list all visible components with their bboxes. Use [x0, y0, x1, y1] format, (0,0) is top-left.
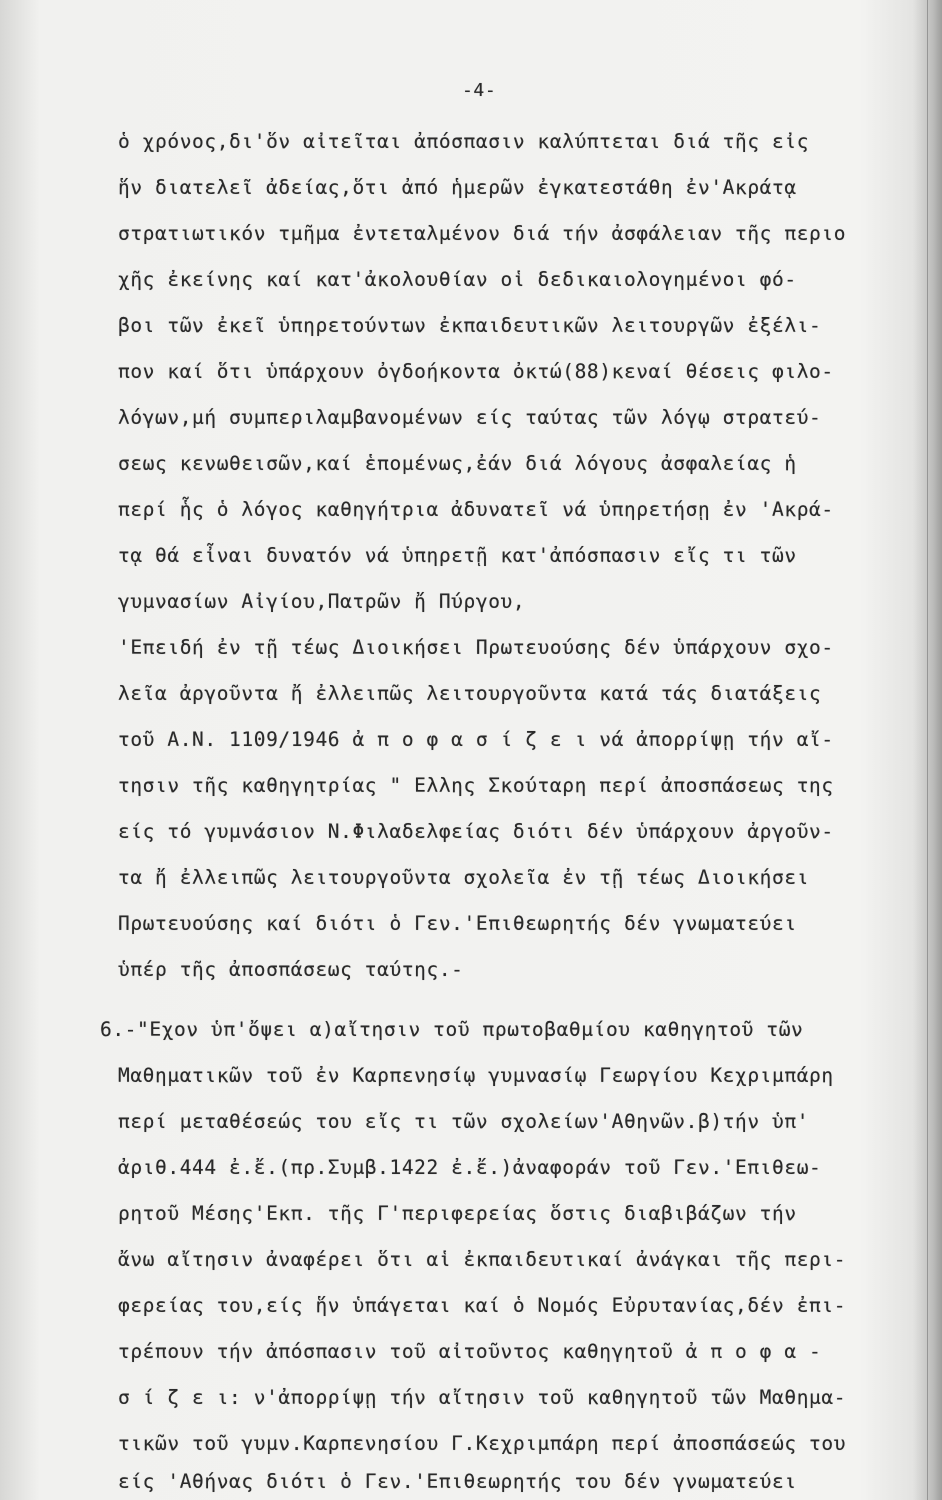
text-line: τοῦ Α.Ν. 1109/1946 ἀ π ο φ α σ ί ζ ε ι νά ἀπορρίψῃ τήν αἴ- [118, 728, 834, 751]
text-line: τρέπουν τήν ἀπόσπασιν τοῦ αἰτοῦντος καθηγητοῦ ἀ π ο φ α - [118, 1340, 822, 1363]
page-number: -4- [462, 80, 497, 101]
text-line: ρητοῦ Μέσης'Εκπ. τῆς Γ'περιφερείας ὅστις διαβιβάζων τήν [118, 1202, 797, 1225]
text-line: λεῖα ἀργοῦντα ἤ ἐλλειπῶς λειτουργοῦντα κατά τάς διατάξεις [118, 682, 822, 705]
text-line: τικῶν τοῦ γυμν.Καρπενησίου Γ.Κεχριμπάρη περί ἀποσπάσεώς του [118, 1432, 847, 1455]
text-line: περί ἧς ὁ λόγος καθηγήτρια ἀδυνατεῖ νά ὑπηρετήσῃ ἐν 'Ακρά- [118, 498, 834, 521]
text-line: 'Επειδή ἐν τῇ τέως Διοικήσει Πρωτευούσης δέν ὑπάρχουν σχο- [118, 636, 834, 659]
text-line: πον καί ὅτι ὑπάρχουν ὀγδοήκοντα ὀκτώ(88)κεναί θέσεις φιλο- [118, 360, 834, 383]
text-line: φερείας του,είς ἥν ὑπάγεται καί ὁ Νομός Εὐρυτανίας,δέν ἐπι- [118, 1294, 847, 1317]
text-line: ὁ χρόνος,δι'ὅν αἰτεῖται ἀπόσπασιν καλύπτεται διά τῆς εἰς [118, 130, 810, 153]
page-edge-line [927, 0, 928, 1500]
text-line: βοι τῶν ἐκεῖ ὑπηρετούντων ἐκπαιδευτικῶν λειτουργῶν ἐξέλι- [118, 314, 822, 337]
text-line: σεως κενωθεισῶν,καί ἑπομένως,ἐάν διά λόγους ἀσφαλείας ἡ [118, 452, 797, 475]
text-line: είς τό γυμνάσιον Ν.Φιλαδελφείας διότι δέν ὑπάρχουν ἀργοῦν- [118, 820, 834, 843]
text-line: ἥν διατελεῖ ἀδείας,ὅτι ἀπό ἡμερῶν ἐγκατεστάθη ἐν'Ακράτᾳ [118, 176, 797, 199]
text-line: 6.-"Εχον ὑπ'ὄψει α)αἴτησιν τοῦ πρωτοβαθμίου καθηγητοῦ τῶν [100, 1018, 804, 1041]
text-line: χῆς ἐκείνης καί κατ'ἀκολουθίαν οἱ δεδικαιολογημένοι φό- [118, 268, 797, 291]
text-line: ὑπέρ τῆς ἀποσπάσεως ταύτης.- [118, 958, 464, 981]
text-line: ἄνω αἴτησιν ἀναφέρει ὅτι αἱ ἐκπαιδευτικαί ἀνάγκαι τῆς περι- [118, 1248, 847, 1271]
text-line: είς 'Αθήνας διότι ὁ Γεν.'Επιθεωρητής του δέν γνωματεύει [118, 1470, 797, 1493]
text-line: τα ἤ ἐλλειπῶς λειτουργοῦντα σχολεῖα ἐν τῇ τέως Διοικήσει [118, 866, 810, 889]
text-line: στρατιωτικόν τμῆμα ἐντεταλμένον διά τήν ἀσφάλειαν τῆς περιο [118, 222, 847, 245]
text-line: σ ί ζ ε ι: ν'ἀπορρίψῃ τήν αἴτησιν τοῦ καθηγητοῦ τῶν Μαθημα- [118, 1386, 847, 1409]
text-line: Μαθηματικῶν τοῦ ἐν Καρπενησίῳ γυμνασίῳ Γεωργίου Κεχριμπάρη [118, 1064, 834, 1087]
text-line: ἀριθ.444 ἐ.ἔ.(πρ.Συμβ.1422 ἐ.ἔ.)ἀναφοράν τοῦ Γεν.'Επιθεω- [118, 1156, 822, 1179]
text-line: λόγων,μή συμπεριλαμβανομένων είς ταύτας τῶν λόγῳ στρατεύ- [118, 406, 822, 429]
text-line: γυμνασίων Αἰγίου,Πατρῶν ἤ Πύργου, [118, 590, 526, 613]
text-line: τησιν τῆς καθηγητρίας " Ελλης Σκούταρη περί ἀποσπάσεως της [118, 774, 834, 797]
text-line: τᾳ θά εἶναι δυνατόν νά ὑπηρετῇ κατ'ἀπόσπασιν εἴς τι τῶν [118, 544, 797, 567]
text-line: Πρωτευούσης καί διότι ὁ Γεν.'Επιθεωρητής δέν γνωματεύει [118, 912, 797, 935]
text-line: περί μεταθέσεώς του εἴς τι τῶν σχολείων'Αθηνῶν.β)τήν ὑπ' [118, 1110, 810, 1133]
